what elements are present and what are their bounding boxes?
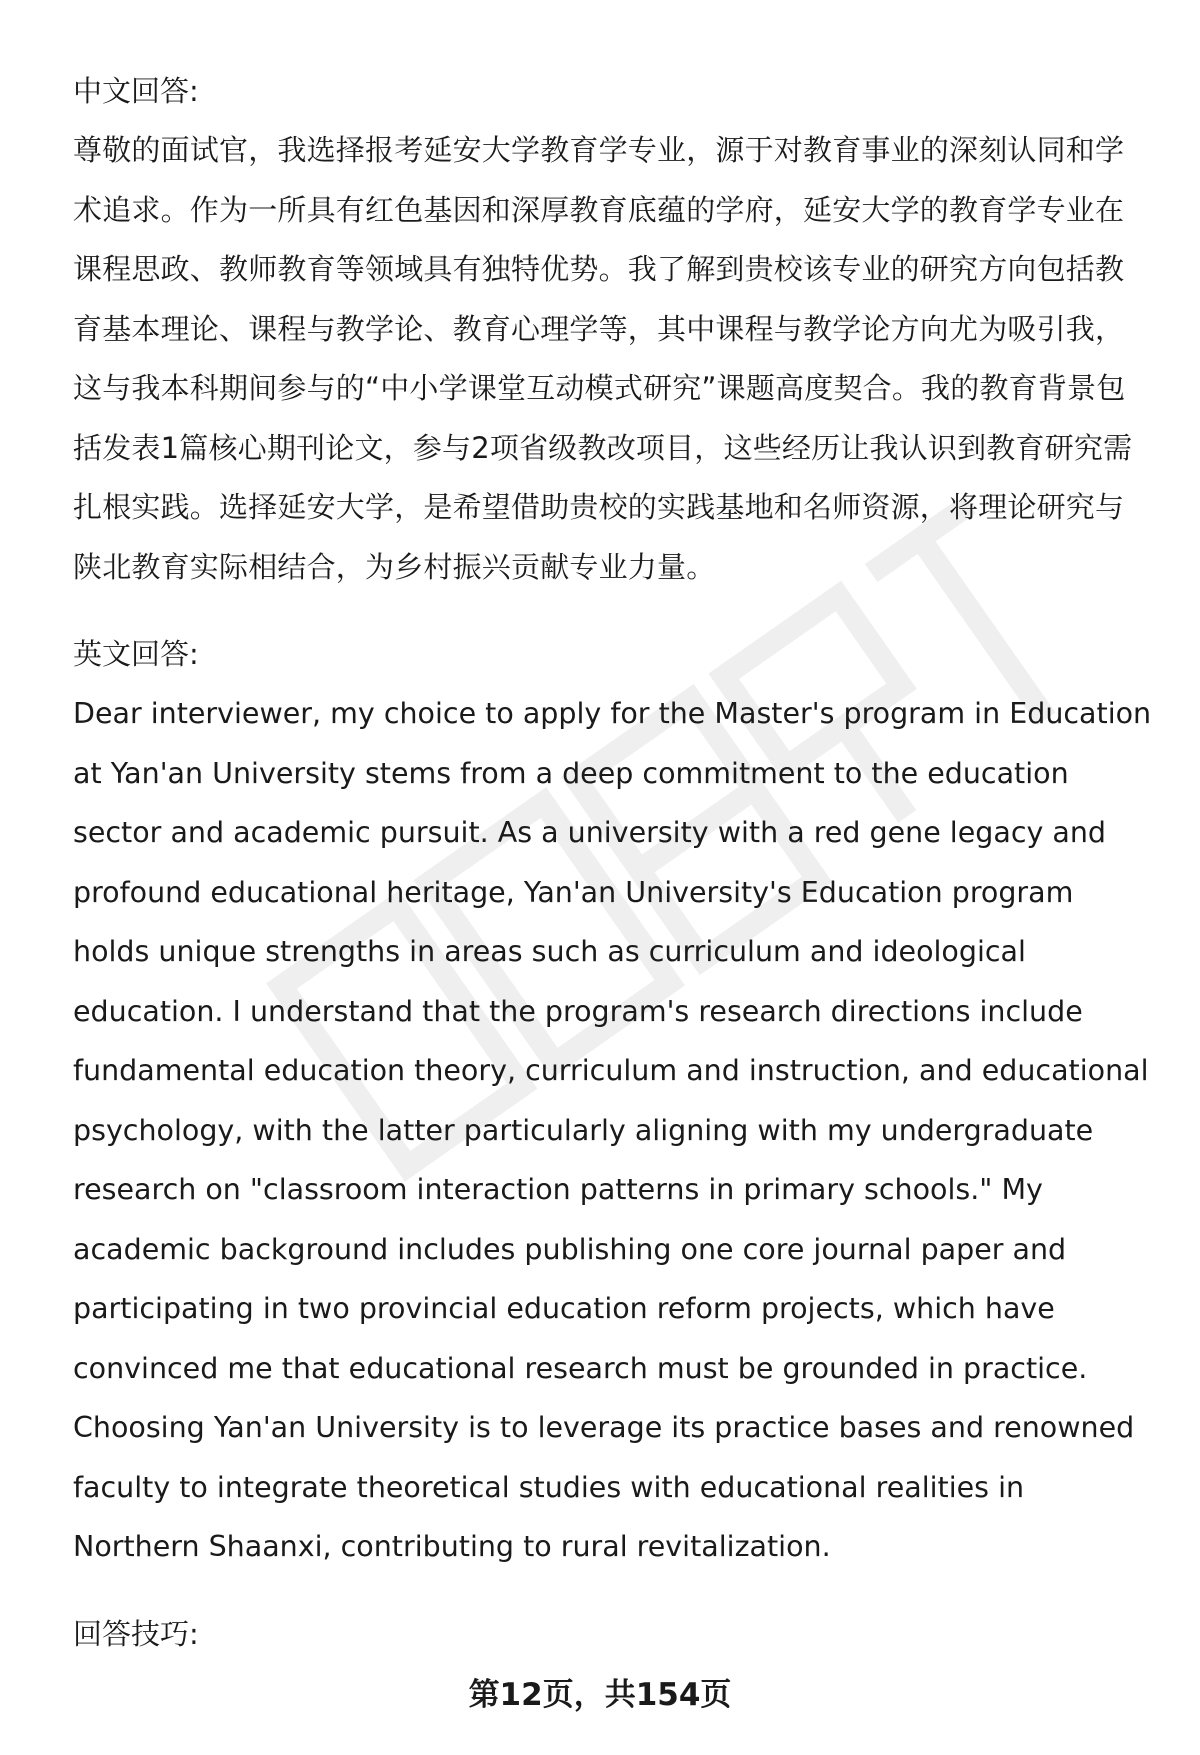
english-answer-label: 英文回答:	[73, 637, 199, 671]
page-indicator: 第12页，共154页	[468, 1677, 732, 1713]
english-answer-section	[73, 625, 1153, 1577]
tips-label: 回答技巧:	[73, 1616, 199, 1651]
document-page	[73, 62, 1153, 1664]
english-answer-text: Dear interviewer, my choice to apply for the Master's program in Education at Yan'an University stems from a deep commitment to the education sector and academic pursuit. As a university with a red gene legacy and profound educational heritage, Yan'an University's Education program holds unique strengths in areas such as curriculum and ideological education. I understand that the program's research directions include fundamental education theory, curriculum and instruction, and educational psychology, with the latter particularly aligning with my undergraduate research on "classroom interaction patterns in primary schools." My academic background includes publishing one core journal paper and participating in two provincial education reform projects, which have convinced me that educational research must be grounded in practice. Choosing Yan'an University is to leverage its practice bases and renowned faculty to integrate theoretical studies with educational realities in Northern Shaanxi, contributing to rural revitalization.	[73, 697, 1152, 1563]
section-spacer	[73, 597, 1153, 625]
chinese-answer-label: 中文回答:	[73, 74, 199, 108]
section-spacer	[73, 1577, 1153, 1605]
tips-section	[73, 1605, 1153, 1664]
chinese-answer-section	[73, 62, 1153, 597]
chinese-answer-text: 尊敬的面试官，我选择报考延安大学教育学专业，源于对教育事业的深刻认同和学术追求。作为一所具有红色基因和深厚教育底蕴的学府，延安大学的教育学专业在课程思政、教师教育等领域具有独特优势。我了解到贵校该专业的研究方向包括教育基本理论、课程与教学论、教育心理学等，其中课程与教学论方向尤为吸引我，这与我本科期间参与的“中小学课堂互动模式研究”课题高度契合。我的教育背景包括发表1篇核心期刊论文，参与2项省级教改项目，这些经历让我认识到教育研究需扎根实践。选择延安大学，是希望借助贵校的实践基地和名师资源，将理论研究与陕北教育实际相结合，为乡村振兴贡献专业力量。	[73, 133, 1133, 584]
